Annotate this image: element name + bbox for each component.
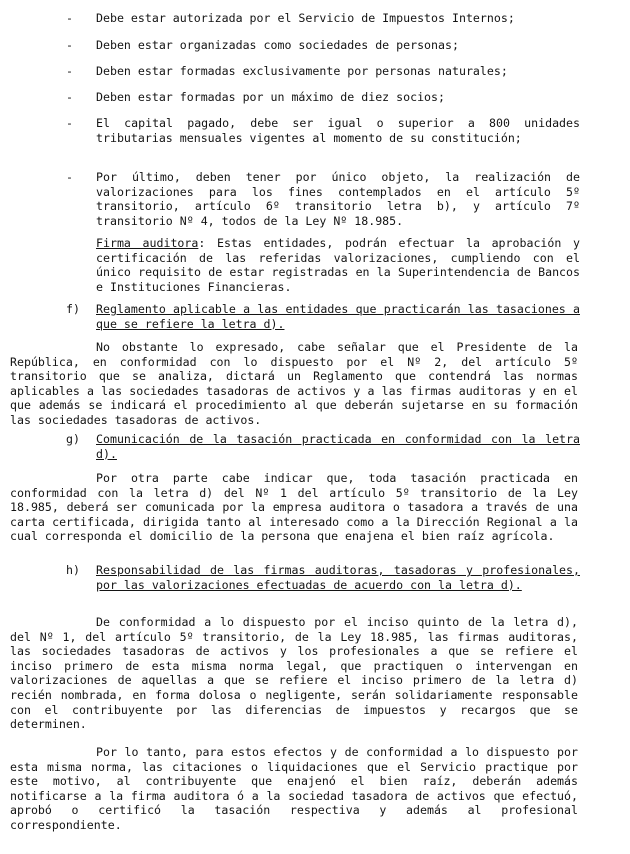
firma-auditora-text: : Estas entidades, podrán efectuar la aprobación y certificación de las referidas valorizaciones, cumpliendo con el único requisito de estar registradas en la Superintendencia de Bancos e Instituciones Financieras. bbox=[96, 236, 580, 294]
bullet-item-2: Deben estar organizadas como sociedades de personas; bbox=[96, 38, 459, 52]
bullet-item-3: Deben estar formadas exclusivamente por personas naturales; bbox=[96, 64, 508, 78]
firma-auditora-label: Firma auditora bbox=[96, 236, 199, 250]
section-h-letter: h) bbox=[66, 563, 80, 577]
bullet-item-5: El capital pagado, debe ser igual o superior a 800 unidades tributarias mensuales vigentes al momento de su constitución; bbox=[96, 116, 580, 145]
section-g-letter: g) bbox=[66, 432, 80, 446]
bullet-marker: - bbox=[66, 38, 73, 52]
bullet-marker: - bbox=[66, 90, 73, 104]
bullet-marker: - bbox=[66, 116, 73, 130]
section-f-letter: f) bbox=[66, 302, 80, 316]
firma-auditora-paragraph bbox=[96, 236, 580, 294]
bullet-marker: - bbox=[66, 170, 73, 184]
section-h-paragraph-2: Por lo tanto, para estos efectos y de conformidad a lo dispuesto por esta misma norma, las citaciones o liquidaciones que el Servicio practique por este motivo, al contribuyente que enajenó el bien raíz, deberán además notificarse a la firma auditora ó a la sociedad tasadora de activos que efectuó, aprobó o certificó la tasación respectiva y además al profesional correspondiente. bbox=[10, 745, 578, 832]
bullet-marker: - bbox=[66, 11, 73, 25]
bullet-item-6: Por último, deben tener por único objeto, la realización de valorizaciones para los fines contemplados en el artículo 5º transitorio, artículo 6º transitorio letra b), y artículo 7º transitorio Nº 4, todos de la Ley Nº 18.985. bbox=[96, 170, 580, 228]
section-h-heading: Responsabilidad de las firmas auditoras, tasadoras y profesionales, por las valorizaciones efectuadas de acuerdo con la letra d). bbox=[96, 563, 580, 592]
bullet-item-4: Deben estar formadas por un máximo de diez socios; bbox=[96, 90, 446, 104]
section-g-heading: Comunicación de la tasación practicada en conformidad con la letra d). bbox=[96, 432, 580, 461]
bullet-item-1: Debe estar autorizada por el Servicio de Impuestos Internos; bbox=[96, 11, 515, 25]
section-f-paragraph: No obstante lo expresado, cabe señalar que el Presidente de la República, en conformidad con lo dispuesto por el Nº 2, del artículo 5º transitorio que se analiza, dictará un Reglamento que contendrá las normas aplicables a las sociedades tasadoras de activos y a las firmas auditoras y en el que además se indicará el procedimiento al que deberán sujetarse en su formación las sociedades tasadoras de activos. bbox=[10, 340, 578, 427]
section-f-heading: Reglamento aplicable a las entidades que practicarán las tasaciones a que se refiere la letra d). bbox=[96, 302, 580, 331]
section-g-paragraph: Por otra parte cabe indicar que, toda tasación practicada en conformidad con la letra d) del Nº 1 del artículo 5º transitorio de la Ley 18.985, deberá ser comunicada por la empresa auditora o tasadora a través de una carta certificada, dirigida tanto al interesado como a la Dirección Regional a la cual corresponda el domicilio de la persona que enajena el bien raíz agrícola. bbox=[10, 471, 578, 544]
bullet-marker: - bbox=[66, 64, 73, 78]
section-h-paragraph-1: De conformidad a lo dispuesto por el inciso quinto de la letra d), del Nº 1, del artículo 5º transitorio, de la Ley 18.985, las firmas auditoras, las sociedades tasadoras de activos y los profesionales a que se refiere el inciso primero de esta misma norma legal, que practiquen o intervengan en valorizaciones de aquellas a que se refiere el inciso primero de la letra d) recién nombrada, en forma dolosa o negligente, serán solidariamente responsable con el contribuyente por las diferencias de impuestos y recargos que se determinen. bbox=[10, 615, 578, 732]
